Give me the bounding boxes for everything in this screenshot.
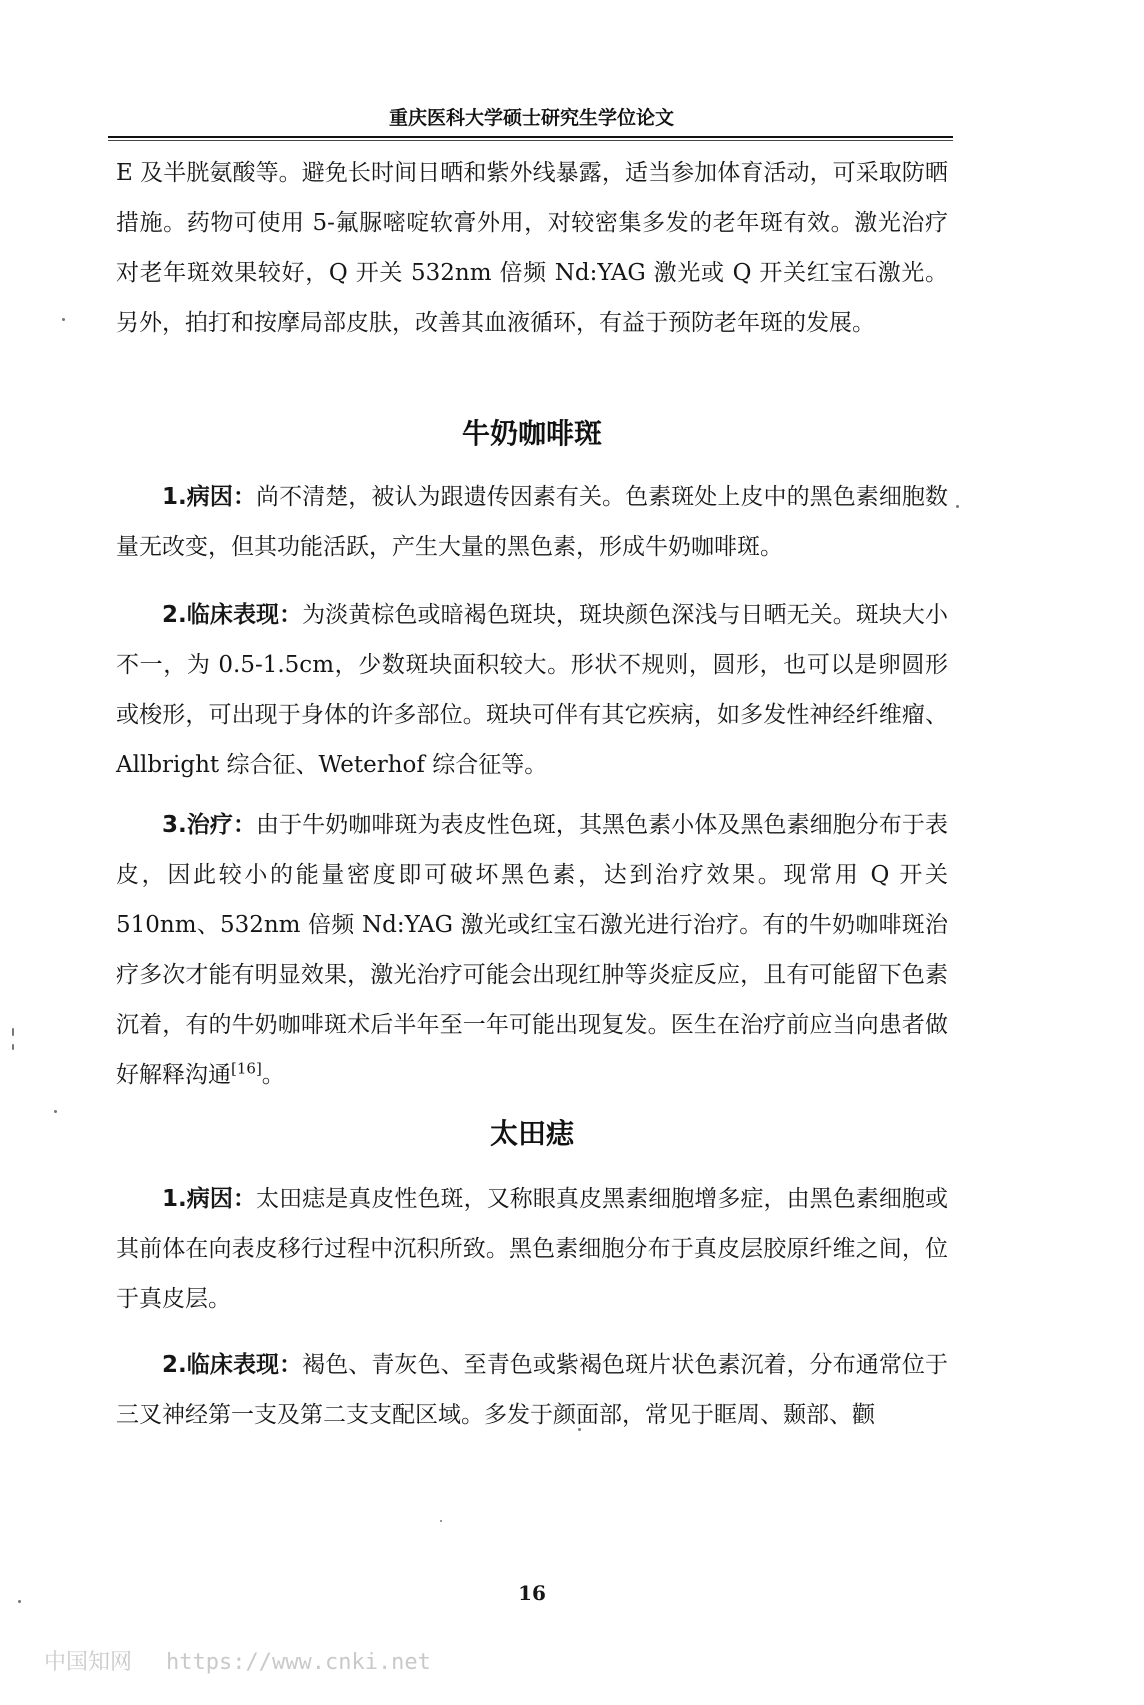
scan-speck [12,1044,14,1050]
scan-speck [54,1110,57,1113]
section1-treatment-text: 由于牛奶咖啡斑为表皮性色斑，其黑色素小体及黑色素细胞分布于表皮，因此较小的能量密度即可破坏黑色素，达到治疗效果。现常用 Q 开关 510nm、532nm 倍频 Nd:YAG 激光或红宝石激光进行治疗。有的牛奶咖啡斑治疗多次才能有明显效果，激光治疗可能会出现红肿等炎症反应，且有可能留下色素沉着，有的牛奶咖啡斑术后半年至一年可能出现复发。医生在治疗前应当向患者做好解释沟通 [116,812,948,1088]
watermark-url: https://www.cnki.net [166,1650,431,1675]
scan-speck [440,1520,442,1522]
section-title-cafe-au-lait: 牛奶咖啡斑 [461,417,602,450]
watermark-logo: 中国知网 [44,1650,133,1675]
scan-speck [956,505,959,508]
citation-16: [16] [231,1059,262,1078]
section1-cause-text: 尚不清楚，被认为跟遗传因素有关。色素斑处上皮中的黑色素细胞数量无改变，但其功能活跃，产生大量的黑色素，形成牛奶咖啡斑。 [116,484,948,560]
scan-speck [62,318,65,321]
section-title-nevus-of-ota: 太田痣 [489,1117,574,1150]
section2-cause-paragraph [116,1174,948,1324]
section2-cause-text: 太田痣是真皮性色斑，又称眼真皮黑素细胞增多症，由黑色素细胞或其前体在向表皮移行过程中沉积所致。黑色素细胞分布于真皮层胶原纤维之间，位于真皮层。 [116,1186,948,1312]
section1-clinical-paragraph [116,590,948,790]
section2-cause-block [116,1174,948,1324]
intro-paragraph: E 及半胱氨酸等。避免长时间日晒和紫外线暴露，适当参加体育活动，可采取防晒措施。药物可使用 5-氟脲嘧啶软膏外用，对较密集多发的老年斑有效。激光治疗对老年斑效果较好，Q 开关 532nm 倍频 Nd:YAG 激光或 Q 开关红宝石激光。另外，拍打和按摩局部皮肤，改善其血液循环，有益于预防老年斑的发展。 [116,160,948,336]
section1-treatment-end: 。 [261,1062,285,1088]
section2-clinical-paragraph [116,1340,948,1440]
section1-treatment-paragraph [116,800,948,1100]
section1-cause-paragraph [116,472,948,572]
section1-treatment-label: 3.治疗： [162,812,257,838]
section1-clinical-label: 2.临床表现： [162,602,303,628]
section1-cause-block [116,472,948,572]
scan-speck [18,1600,21,1603]
section2-clinical-text: 褐色、青灰色、至青色或紫褐色斑片状色素沉着，分布通常位于三叉神经第一支及第二支支配区域。多发于颜面部，常见于眶周、颞部、颧 [116,1352,948,1428]
section1-clinical-text: 为淡黄棕色或暗褐色斑块，斑块颜色深浅与日晒无关。斑块大小不一，为 0.5-1.5cm，少数斑块面积较大。形状不规则，圆形，也可以是卵圆形或梭形，可出现于身体的许多部位。斑块可伴有其它疾病，如多发性神经纤维瘤、Allbright 综合征、Weterhof 综合征等。 [116,602,948,778]
scan-speck [12,1028,14,1036]
scan-speck [578,1428,581,1431]
section2-clinical-block [116,1340,948,1440]
header-rule-thin [108,140,953,141]
section1-cause-label: 1.病因： [162,484,257,510]
page-number: 16 [518,1581,546,1605]
intro-paragraph-block [116,148,948,348]
running-header: 重庆医科大学硕士研究生学位论文 [388,107,674,129]
section2-cause-label: 1.病因： [162,1186,257,1212]
section1-clinical-block [116,590,948,790]
header-rule [108,136,953,138]
section1-treatment-block [116,800,948,1100]
cnki-watermark [44,1648,431,1678]
section2-clinical-label: 2.临床表现： [162,1352,303,1378]
